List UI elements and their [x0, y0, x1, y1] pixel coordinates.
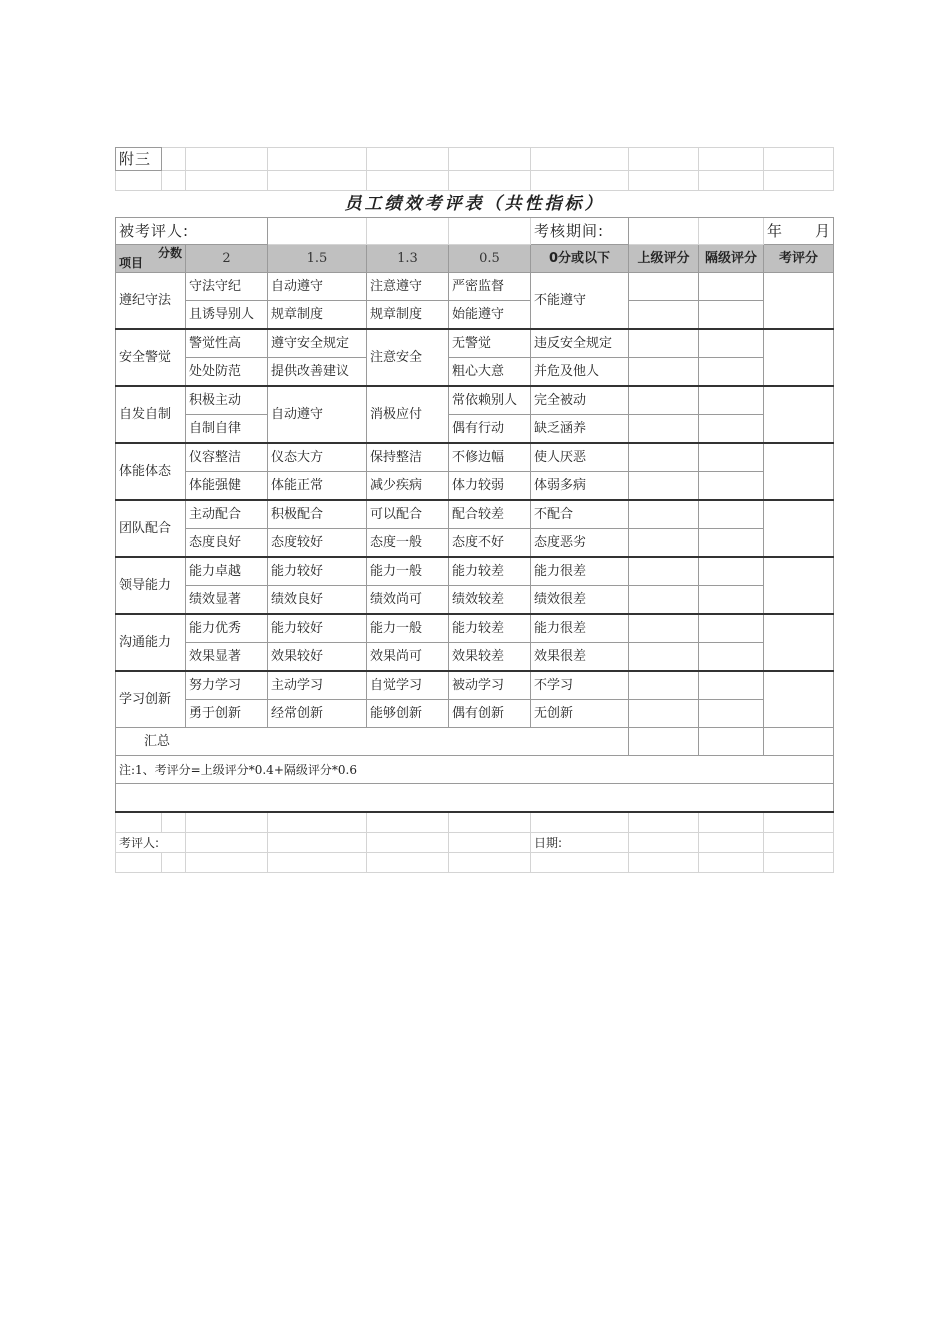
superior-score-cell[interactable]	[629, 557, 699, 586]
criteria-row	[116, 358, 834, 387]
criteria-cell: 体能强健	[186, 472, 268, 501]
header-zero-or-below: 0分或以下	[531, 245, 629, 273]
summary-final-cell[interactable]	[764, 728, 834, 756]
criteria-cell: 注意安全	[367, 329, 449, 386]
criteria-cell: 能力很差	[531, 614, 629, 643]
criteria-row	[116, 443, 834, 472]
criteria-row	[116, 700, 834, 728]
date-field[interactable]	[629, 833, 699, 853]
header-corner	[116, 245, 186, 273]
superior-score-cell[interactable]	[629, 671, 699, 700]
period-label: 考核期间:	[531, 218, 629, 245]
superior-score-cell[interactable]	[629, 529, 699, 558]
criteria-cell: 效果尚可	[367, 643, 449, 672]
superior-score-cell[interactable]	[629, 301, 699, 330]
criteria-cell: 能力较好	[268, 557, 367, 586]
criteria-cell: 态度良好	[186, 529, 268, 558]
header-score-1-5: 1.5	[268, 245, 367, 273]
criteria-cell: 配合较差	[449, 500, 531, 529]
criteria-cell: 能力较好	[268, 614, 367, 643]
criteria-row	[116, 386, 834, 415]
corner-score-label: 分数	[157, 246, 182, 260]
second-level-score-cell[interactable]	[699, 415, 764, 444]
summary-superior-cell[interactable]	[629, 728, 699, 756]
criteria-category: 团队配合	[116, 500, 186, 557]
criteria-cell: 努力学习	[186, 671, 268, 700]
criteria-category: 沟通能力	[116, 614, 186, 671]
criteria-cell: 被动学习	[449, 671, 531, 700]
criteria-cell: 能力较差	[449, 614, 531, 643]
criteria-cell: 绩效很差	[531, 586, 629, 615]
criteria-cell: 体能正常	[268, 472, 367, 501]
criteria-row	[116, 273, 834, 301]
second-level-score-cell[interactable]	[699, 643, 764, 672]
second-level-score-cell[interactable]	[699, 472, 764, 501]
date-label: 日期:	[531, 833, 629, 853]
superior-score-cell[interactable]	[629, 358, 699, 387]
superior-score-cell[interactable]	[629, 443, 699, 472]
superior-score-cell[interactable]	[629, 273, 699, 301]
second-level-score-cell[interactable]	[699, 329, 764, 358]
final-score-cell[interactable]	[764, 557, 834, 614]
criteria-cell: 偶有行动	[449, 415, 531, 444]
criteria-cell: 绩效显著	[186, 586, 268, 615]
criteria-row	[116, 557, 834, 586]
criteria-cell: 勇于创新	[186, 700, 268, 728]
final-score-cell[interactable]	[764, 614, 834, 671]
examinee-label: 被考评人:	[116, 218, 268, 245]
criteria-row	[116, 614, 834, 643]
criteria-cell: 仪容整洁	[186, 443, 268, 472]
criteria-cell: 始能遵守	[449, 301, 531, 330]
footer-blank-row-2	[116, 853, 834, 873]
criteria-cell: 并危及他人	[531, 358, 629, 387]
criteria-cell: 经常创新	[268, 700, 367, 728]
criteria-cell: 违反安全规定	[531, 329, 629, 358]
criteria-cell: 体弱多病	[531, 472, 629, 501]
superior-score-cell[interactable]	[629, 472, 699, 501]
header-final-score: 考评分	[764, 245, 834, 273]
final-score-cell[interactable]	[764, 671, 834, 728]
criteria-cell: 态度恶劣	[531, 529, 629, 558]
criteria-cell: 绩效较差	[449, 586, 531, 615]
criteria-body	[116, 273, 834, 728]
criteria-cell: 规章制度	[367, 301, 449, 330]
header-superior-score: 上级评分	[629, 245, 699, 273]
second-level-score-cell[interactable]	[699, 301, 764, 330]
criteria-cell: 能力很差	[531, 557, 629, 586]
criteria-cell: 偶有创新	[449, 700, 531, 728]
header-row	[116, 245, 834, 273]
criteria-cell: 绩效尚可	[367, 586, 449, 615]
evaluator-field[interactable]	[186, 833, 268, 853]
criteria-cell: 态度一般	[367, 529, 449, 558]
second-level-score-cell[interactable]	[699, 557, 764, 586]
examinee-field[interactable]	[268, 218, 367, 245]
criteria-cell: 能力较差	[449, 557, 531, 586]
appendix-row	[116, 148, 834, 171]
criteria-cell: 能力优秀	[186, 614, 268, 643]
criteria-cell: 提供改善建议	[268, 358, 367, 387]
criteria-cell: 自制自律	[186, 415, 268, 444]
second-level-score-cell[interactable]	[699, 443, 764, 472]
summary-row	[116, 728, 834, 756]
criteria-cell: 可以配合	[367, 500, 449, 529]
criteria-cell: 常依赖别人	[449, 386, 531, 415]
criteria-cell: 使人厌恶	[531, 443, 629, 472]
criteria-cell: 能力卓越	[186, 557, 268, 586]
second-level-score-cell[interactable]	[699, 700, 764, 728]
final-score-cell[interactable]	[764, 273, 834, 330]
criteria-cell: 消极应付	[367, 386, 449, 443]
criteria-cell: 遵守安全规定	[268, 329, 367, 358]
criteria-category: 领导能力	[116, 557, 186, 614]
second-level-score-cell[interactable]	[699, 586, 764, 615]
criteria-cell: 减少疾病	[367, 472, 449, 501]
criteria-cell: 守法守纪	[186, 273, 268, 301]
criteria-cell: 保持整洁	[367, 443, 449, 472]
criteria-cell: 无创新	[531, 700, 629, 728]
criteria-row	[116, 500, 834, 529]
criteria-cell: 仪态大方	[268, 443, 367, 472]
criteria-category: 体能体态	[116, 443, 186, 500]
criteria-category: 遵纪守法	[116, 273, 186, 330]
header-second-level-score: 隔级评分	[699, 245, 764, 273]
header-score-1-3: 1.3	[367, 245, 449, 273]
criteria-category: 学习创新	[116, 671, 186, 728]
criteria-cell: 能力一般	[367, 614, 449, 643]
second-level-score-cell[interactable]	[699, 273, 764, 301]
superior-score-cell[interactable]	[629, 586, 699, 615]
second-level-score-cell[interactable]	[699, 614, 764, 643]
superior-score-cell[interactable]	[629, 415, 699, 444]
criteria-cell: 规章制度	[268, 301, 367, 330]
criteria-row	[116, 301, 834, 330]
header-score-0-5: 0.5	[449, 245, 531, 273]
criteria-row	[116, 472, 834, 501]
criteria-cell: 处处防范	[186, 358, 268, 387]
criteria-row	[116, 329, 834, 358]
footer-blank-row	[116, 812, 834, 833]
criteria-cell: 自动遵守	[268, 273, 367, 301]
criteria-cell: 不能遵守	[531, 273, 629, 330]
criteria-row	[116, 415, 834, 444]
criteria-cell: 严密监督	[449, 273, 531, 301]
criteria-cell: 效果较差	[449, 643, 531, 672]
criteria-row	[116, 671, 834, 700]
criteria-cell: 能力一般	[367, 557, 449, 586]
signature-row	[116, 833, 834, 853]
criteria-cell: 缺乏涵养	[531, 415, 629, 444]
criteria-cell: 积极主动	[186, 386, 268, 415]
second-level-score-cell[interactable]	[699, 529, 764, 558]
criteria-cell: 体力较弱	[449, 472, 531, 501]
note-row	[116, 756, 834, 784]
note-blank-row	[116, 784, 834, 813]
criteria-cell: 且诱导别人	[186, 301, 268, 330]
appendix-label: 附三	[116, 148, 162, 171]
criteria-cell: 注意遵守	[367, 273, 449, 301]
criteria-cell: 能够创新	[367, 700, 449, 728]
criteria-category: 自发自制	[116, 386, 186, 443]
info-row	[116, 218, 834, 245]
superior-score-cell[interactable]	[629, 614, 699, 643]
period-field[interactable]	[629, 218, 699, 245]
criteria-cell: 不学习	[531, 671, 629, 700]
superior-score-cell[interactable]	[629, 700, 699, 728]
criteria-cell: 不配合	[531, 500, 629, 529]
criteria-cell: 不修边幅	[449, 443, 531, 472]
superior-score-cell[interactable]	[629, 643, 699, 672]
criteria-cell: 效果显著	[186, 643, 268, 672]
criteria-cell: 态度不好	[449, 529, 531, 558]
criteria-cell: 主动学习	[268, 671, 367, 700]
criteria-cell: 自动遵守	[268, 386, 367, 443]
criteria-cell: 态度较好	[268, 529, 367, 558]
criteria-cell: 无警觉	[449, 329, 531, 358]
final-score-cell[interactable]	[764, 329, 834, 386]
evaluation-sheet	[115, 147, 833, 873]
criteria-cell: 效果很差	[531, 643, 629, 672]
criteria-category: 安全警觉	[116, 329, 186, 386]
formula-note: 注:1、考评分=上级评分*0.4+隔级评分*0.6	[116, 756, 834, 784]
criteria-cell: 自觉学习	[367, 671, 449, 700]
second-level-score-cell[interactable]	[699, 500, 764, 529]
summary-label: 汇总	[116, 728, 629, 756]
final-score-cell[interactable]	[764, 443, 834, 500]
criteria-cell: 警觉性高	[186, 329, 268, 358]
second-level-score-cell[interactable]	[699, 386, 764, 415]
criteria-cell: 粗心大意	[449, 358, 531, 387]
blank-row	[116, 171, 834, 191]
superior-score-cell[interactable]	[629, 386, 699, 415]
criteria-cell: 主动配合	[186, 500, 268, 529]
corner-item-label: 项目	[119, 256, 144, 270]
final-score-cell[interactable]	[764, 500, 834, 557]
criteria-cell: 完全被动	[531, 386, 629, 415]
criteria-cell: 效果较好	[268, 643, 367, 672]
second-level-score-cell[interactable]	[699, 671, 764, 700]
summary-second-level-cell[interactable]	[699, 728, 764, 756]
evaluation-table	[115, 147, 834, 873]
page-title: 员工绩效考评表（共性指标）	[116, 191, 834, 218]
criteria-cell: 积极配合	[268, 500, 367, 529]
criteria-row	[116, 643, 834, 672]
header-score-2: 2	[186, 245, 268, 273]
superior-score-cell[interactable]	[629, 500, 699, 529]
criteria-row	[116, 529, 834, 558]
second-level-score-cell[interactable]	[699, 358, 764, 387]
final-score-cell[interactable]	[764, 386, 834, 443]
superior-score-cell[interactable]	[629, 329, 699, 358]
evaluator-label: 考评人:	[116, 833, 186, 853]
criteria-cell: 绩效良好	[268, 586, 367, 615]
year-month-label: 年 月	[764, 218, 834, 245]
criteria-row	[116, 586, 834, 615]
title-row	[116, 191, 834, 218]
